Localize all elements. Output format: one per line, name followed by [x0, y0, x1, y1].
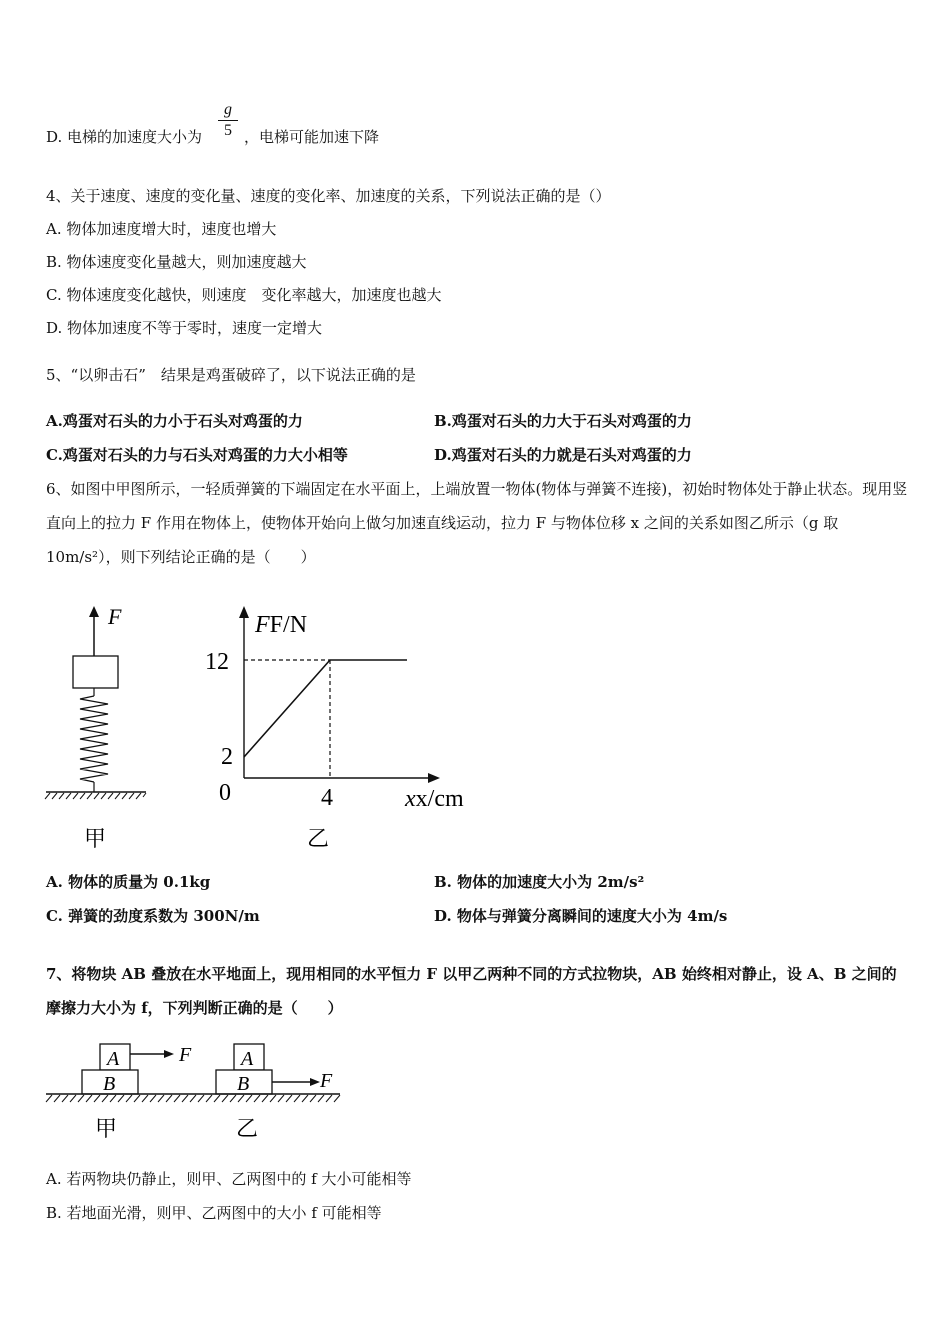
q3-option-d — [46, 127, 202, 147]
q3-option-d-tail: ，电梯可能加速下降 — [244, 128, 380, 146]
force-arrow-head — [89, 606, 99, 617]
q3-option-d-text: D. 电梯的加速度大小为 — [46, 128, 203, 146]
graph-y-tick-12: 12 — [205, 649, 229, 675]
q4-stem: 4、关于速度、速度的变化量、速度的变化率、加速度的关系，下列说法正确的是（） — [46, 187, 611, 205]
jia-force-label: F — [179, 1044, 192, 1066]
object-block — [73, 656, 118, 688]
q7-option-a: A. 若两物块仍静止，则甲、乙两图中的 f 大小可能相等 — [46, 1170, 412, 1188]
q7-figure-jia-label: 甲 — [95, 1116, 118, 1141]
graph-force-line — [244, 660, 407, 757]
graph-y-label: FF/N — [255, 612, 308, 638]
spring-coil — [80, 696, 108, 782]
fraction-denominator: 5 — [224, 122, 232, 139]
yi-force-label: F — [320, 1070, 333, 1092]
graph-x-label: xx/cm — [405, 786, 464, 812]
q7-option-b: B. 若地面光滑，则甲、乙两图中的大小 f 可能相等 — [46, 1204, 382, 1222]
q7-ground-hatching — [46, 1095, 340, 1102]
q7-figure-yi-label: 乙 — [236, 1116, 259, 1141]
q6-option-b: B. 物体的加速度大小为 2m/s² — [434, 873, 645, 891]
graph-x-tick-4: 4 — [321, 785, 333, 811]
fraction-g-over-5 — [218, 100, 238, 141]
q6-option-d: D. 物体与弹簧分离瞬间的速度大小为 4m/s — [434, 907, 728, 925]
figure-jia-label: 甲 — [84, 826, 107, 851]
q7-stem: 7、将物块 AB 叠放在水平地面上，现用相同的水平恒力 F 以甲乙两种不同的方式拉物块，AB 始终相对静止，设 A、B 之间的摩擦力大小为 f，下列判断正确的是（ ） — [46, 965, 897, 1017]
graph-x-arrow — [428, 773, 440, 783]
q6-figure-graph — [195, 600, 475, 860]
q5-option-d: D.鸡蛋对石头的力就是石头对鸡蛋的力 — [434, 446, 692, 464]
yi-block-b-label: B — [237, 1073, 250, 1095]
q5-option-c: C.鸡蛋对石头的力与石头对鸡蛋的力大小相等 — [46, 446, 348, 464]
graph-y-arrow — [239, 606, 249, 618]
q4-option-d: D. 物体加速度不等于零时，速度一定增大 — [46, 319, 323, 337]
fraction-numerator: g — [218, 100, 238, 121]
q5-option-a: A.鸡蛋对石头的力小于石头对鸡蛋的力 — [46, 412, 303, 430]
graph-y-tick-2: 2 — [221, 744, 233, 770]
q4-option-b: B. 物体速度变化量越大，则加速度越大 — [46, 253, 307, 271]
q6-figure-spring — [40, 600, 170, 860]
yi-block-a-label: A — [241, 1048, 254, 1070]
jia-block-a-label: A — [107, 1048, 120, 1070]
q6-option-c: C. 弹簧的劲度系数为 300N/m — [46, 907, 260, 925]
q5-stem: 5、“以卵击石” 结果是鸡蛋破碎了，以下说法正确的是 — [46, 366, 416, 384]
force-label: F — [108, 604, 122, 629]
q6-stem: 6、如图中甲图所示，一轻质弹簧的下端固定在水平面上，上端放置一物体(物体与弹簧不连接)，初始时物体处于静止状态。现用竖直向上的拉力 F 作用在物体上，使物体开始向上做匀加速直线运动，拉力 F 与物体位移 x 之间的关系如图乙所示（g 取 10m/s²），则下列结论正确的是（ ） — [46, 480, 908, 566]
ground-hatching — [45, 793, 146, 799]
q6-option-a: A. 物体的质量为 0.1kg — [46, 873, 211, 891]
q7-figure-blocks — [40, 1036, 360, 1146]
figure-yi-label: 乙 — [307, 826, 330, 851]
graph-origin-label: 0 — [219, 780, 231, 806]
q4-option-c: C. 物体速度变化越快，则速度 变化率越大，加速度也越大 — [46, 286, 442, 304]
q5-option-b: B.鸡蛋对石头的力大于石头对鸡蛋的力 — [434, 412, 692, 430]
q4-option-a: A. 物体加速度增大时，速度也增大 — [46, 220, 277, 238]
jia-block-b-label: B — [103, 1073, 116, 1095]
